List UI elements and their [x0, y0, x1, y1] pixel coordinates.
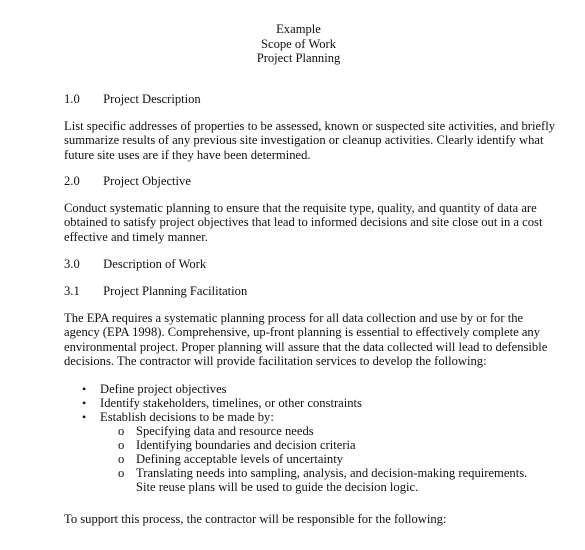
paragraph-line: summarize results of any previous site investigation or cleanup activities. Clearly identify what	[64, 133, 544, 148]
paragraph-line: agency (EPA 1998). Comprehensive, up-front planning is essential to effectively complete any	[64, 325, 540, 340]
paragraph-line: future site uses are if they have been determined.	[64, 147, 311, 162]
bullet-icon: •	[82, 382, 87, 396]
section-heading-3-0	[64, 257, 206, 271]
section-title: Project Description	[103, 92, 201, 106]
paragraph-line: obtained to satisfy project objectives that lead to informed decisions and site close out in a cost	[64, 215, 543, 230]
section-number: 3.0	[64, 257, 80, 271]
paragraph-line: environmental project. Proper planning will assure that the data collected will lead to defensible	[64, 339, 548, 354]
circle-bullet-icon: o	[118, 438, 125, 452]
bullet-item	[82, 410, 274, 424]
circle-bullet-icon: o	[118, 424, 125, 438]
sub-bullet-text: Defining acceptable levels of uncertainty	[136, 452, 344, 466]
section-heading-3-1	[64, 284, 247, 298]
bullet-item	[82, 396, 362, 410]
section-number: 2.0	[64, 174, 80, 188]
sub-bullet-item	[118, 438, 356, 452]
paragraph-project-description	[64, 119, 556, 162]
bullet-item	[82, 382, 227, 396]
sub-bullet-continuation: Site reuse plans will be used to guide the decision logic.	[136, 480, 419, 494]
sub-bullet-item	[118, 452, 343, 466]
paragraph-support-process	[64, 512, 544, 526]
paragraph-line: Conduct systematic planning to ensure that the requisite type, quality, and quantity of data are	[64, 201, 537, 215]
document-title	[0, 22, 585, 66]
paragraph-line: decisions. The contractor will provide facilitation services to develop the following:	[64, 354, 487, 369]
section-number: 3.1	[64, 284, 80, 298]
paragraph-line: List specific addresses of properties to be assessed, known or suspected site activities, and briefly	[64, 119, 556, 133]
sub-bullet-text: Specifying data and resource needs	[136, 424, 314, 438]
section-title: Project Objective	[103, 174, 191, 188]
paragraph-line: The EPA requires a systematic planning process for all data collection and use by or for the	[64, 311, 524, 325]
section-title: Description of Work	[103, 257, 207, 271]
paragraph-line: To support this process, the contractor will be responsible for the following:	[64, 512, 447, 526]
circle-bullet-icon: o	[118, 466, 125, 480]
bullet-icon: •	[82, 396, 87, 410]
section-title: Project Planning Facilitation	[103, 284, 248, 298]
bullet-text: Establish decisions to be made by:	[100, 410, 274, 424]
sub-bullet-item	[118, 466, 527, 480]
section-number: 1.0	[64, 92, 80, 106]
bullet-icon: •	[82, 410, 87, 424]
paragraph-planning-facilitation	[64, 311, 548, 369]
sub-bullet-text: Translating needs into sampling, analysis, and decision-making requirements.	[136, 466, 528, 480]
bullet-text: Define project objectives	[100, 382, 227, 396]
circle-bullet-icon: o	[118, 452, 125, 466]
paragraph-line: effective and timely manner.	[64, 229, 208, 244]
bullet-text: Identify stakeholders, timelines, or other constraints	[100, 396, 362, 410]
section-heading-2-0	[64, 174, 191, 188]
title-line-3: Project Planning	[256, 51, 341, 65]
paragraph-project-objective	[64, 201, 544, 244]
title-line-1: Example	[276, 22, 321, 36]
sub-bullet-item	[118, 424, 314, 438]
title-line-2: Scope of Work	[260, 36, 336, 51]
section-heading-1-0	[64, 92, 201, 106]
sub-bullet-text: Identifying boundaries and decision criteria	[136, 438, 356, 452]
